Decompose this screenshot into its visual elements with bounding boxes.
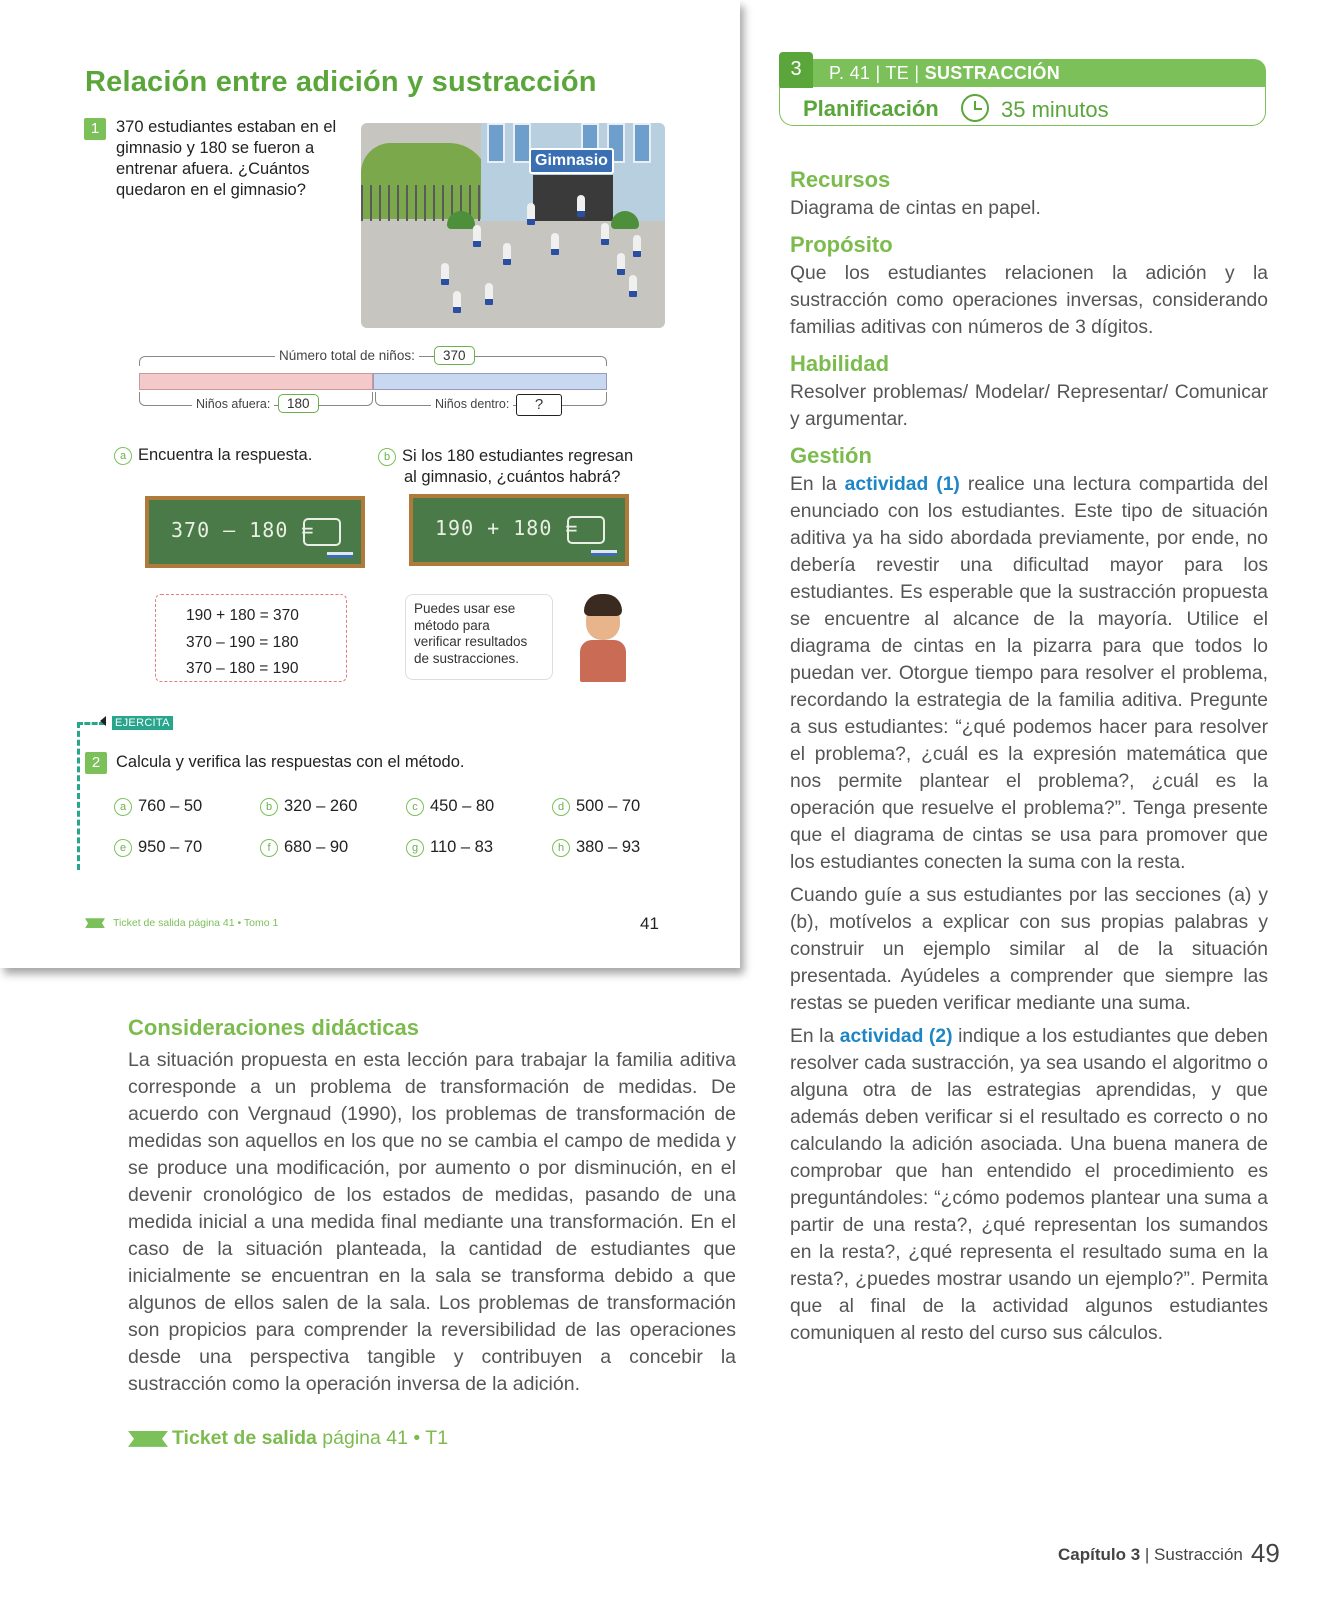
family-line: 190 + 180 = 370 xyxy=(186,607,299,624)
shirt xyxy=(580,640,626,682)
chalkboard-a xyxy=(145,496,365,568)
exercise-expression: 760 – 50 xyxy=(138,797,203,815)
teacher-guide-column xyxy=(790,157,1268,1353)
exercise-letter: c xyxy=(406,798,424,816)
plan-topic: SUSTRACCIÓN xyxy=(924,63,1060,83)
gym-door xyxy=(533,175,613,221)
chalkboard-b xyxy=(409,494,629,566)
ejercita-tag: EJERCITA xyxy=(112,716,173,730)
answer-box xyxy=(303,518,341,546)
consideraciones-heading: Consideraciones didácticas xyxy=(128,1015,419,1040)
additive-family-box xyxy=(155,594,347,682)
student-ticket-text: Ticket de salida página 41 • Tomo 1 xyxy=(113,917,279,929)
bubble-line: verificar resultados xyxy=(414,634,528,649)
problem-1-text: 370 estudiantes estaban en el gimnasio y 180 se fueron a entrenar afuera. ¿Cuántos quedaron en el gimnasio? xyxy=(116,118,337,199)
tape-total-label: Número total de niños: xyxy=(275,348,419,363)
gestion-heading: Gestión xyxy=(790,443,872,468)
student-figure xyxy=(441,263,449,285)
exercise-letter: a xyxy=(114,798,132,816)
footer-chapter: Capítulo 3 xyxy=(1058,1545,1141,1564)
exercise-expression: 500 – 70 xyxy=(576,797,641,815)
plan-page-ref: P. 41 xyxy=(829,63,871,83)
ejercita-arrow-icon xyxy=(100,716,106,726)
gestion-p3-post: indique a los estudiantes que deben resolver cada sustracción, ya sea usando el algoritmo o alguna otra de las estrategias aprendidas, y que además deben verificar si el resultado es correcto o no calculando la adición asociada. Una buena manera de comprobar que han entendido el procedimiento es preguntándoles: “¿cómo podemos plantear una suma a partir de una resta?, ¿qué representan los sumandos en la resta?, ¿qué representa el resultado suma en la resta?, ¿puedes mostrar usando un ejemplo?”. Permita que al final de la actividad algunos estudiantes comuniquen al resto del curso sus cálculos. xyxy=(790,1026,1268,1344)
exercise-g xyxy=(406,838,493,857)
exercise-expression: 950 – 70 xyxy=(138,838,203,856)
student-figure xyxy=(527,203,535,225)
exercise-expression: 450 – 80 xyxy=(430,797,495,815)
gestion-p1-pre: En la xyxy=(790,474,845,495)
clock-icon xyxy=(961,94,989,122)
question-a-text: Encuentra la respuesta. xyxy=(138,446,313,464)
family-line: 370 – 190 = 180 xyxy=(186,633,299,651)
eraser-icon xyxy=(327,552,353,558)
speech-bubble xyxy=(405,594,553,680)
problem-1-number: 1 xyxy=(84,118,106,140)
gym-illustration xyxy=(361,123,665,328)
student-figure xyxy=(601,223,609,245)
plan-separator: | xyxy=(875,63,886,83)
tape-total-value: 370 xyxy=(434,346,475,365)
chalkboard-b-expression: 190 + 180 = xyxy=(435,516,579,540)
proposito-heading: Propósito xyxy=(790,232,893,257)
lesson-title: Relación entre adición y sustracción xyxy=(85,66,597,98)
tape-inside-label: Niños dentro: xyxy=(431,397,513,411)
gestion-paragraph-2: Cuando guíe a sus estudiantes por las secciones (a) y (b), motívelos a explicar con sus propias palabras y construir un ejemplo similar al de la situación presentada. Ayúdeles a comprender que siempre las restas se pueden verificar mediante una suma. xyxy=(790,885,1268,1014)
problem-2-text: Calcula y verifica las respuestas con el método. xyxy=(116,753,465,771)
student-ticket-footer xyxy=(85,917,278,929)
gestion-p1-post: realice una lectura compartida del enunciado con los estudiantes. Este tipo de situación aditiva ya ha sido abordada previamente, por ende, no debería revestir una dificultad mayor para los estudiantes. Es esperable que la sustracción propuesta se encuentre al alcance de la mayoría. Utilice el diagrama de cintas en la pizarra para que todos lo puedan ver. Otorgue tiempo para resolver el problema, recordando la estrategia de la familia aditiva. Pregunte a sus estudiantes: “¿qué podemos hacer para resolver el problema?, ¿cuál es la expresión matemática que nos permite plantear el problema?, ¿cuál es la operación que resuelve el problema?”. Tenga presente que el diagrama de cintas se usa para promover que los estudiantes conecten la suma con la resta. xyxy=(790,474,1268,873)
student-figure xyxy=(485,283,493,305)
window xyxy=(487,123,505,163)
letter-b-circle: b xyxy=(378,448,396,466)
student-figure xyxy=(577,195,585,217)
exercise-expression: 680 – 90 xyxy=(284,838,349,856)
student-figure xyxy=(453,291,461,313)
recursos-heading: Recursos xyxy=(790,167,891,192)
tape-outside-segment xyxy=(139,373,373,390)
exercise-expression: 320 – 260 xyxy=(284,797,358,815)
plan-separator: | xyxy=(914,63,925,83)
exercise-e xyxy=(114,838,202,857)
gestion-p3-pre: En la xyxy=(790,1026,840,1047)
ticket-icon xyxy=(128,1431,168,1447)
recursos-text: Diagrama de cintas en papel. xyxy=(790,198,1041,219)
answer-box xyxy=(567,516,605,544)
ticket-label: Ticket de salida xyxy=(172,1427,317,1449)
exercise-letter: g xyxy=(406,839,424,857)
exercise-letter: e xyxy=(114,839,132,857)
student-page xyxy=(0,0,740,968)
plan-minutes: 35 minutos xyxy=(1001,97,1109,122)
letter-a-circle: a xyxy=(114,447,132,465)
student-figure xyxy=(473,225,481,247)
exercise-a xyxy=(114,797,202,816)
proposito-text: Que los estudiantes relacionen la adición y la sustracción como operaciones inversas, considerando familias aditivas con números de 3 dígitos. xyxy=(790,263,1268,338)
eraser-icon xyxy=(591,550,617,556)
problem-2-number: 2 xyxy=(85,752,107,774)
ticket-icon xyxy=(85,918,105,928)
footer-page-number: 49 xyxy=(1250,1538,1280,1568)
exercise-h xyxy=(552,838,640,857)
page-footer xyxy=(1058,1538,1280,1569)
planificacion-header xyxy=(779,52,1266,126)
student-figure xyxy=(629,275,637,297)
question-a xyxy=(114,446,312,465)
bubble-line: método para xyxy=(414,617,490,633)
gym-sign: Gimnasio xyxy=(529,148,614,174)
student-figure xyxy=(551,233,559,255)
student-page-number: 41 xyxy=(640,914,659,933)
student-figure xyxy=(633,235,641,257)
exercise-c xyxy=(406,797,494,816)
hair xyxy=(584,594,622,616)
ticket-page-ref: página 41 • T1 xyxy=(316,1427,449,1449)
gestion-paragraph-3 xyxy=(790,1023,1268,1347)
exercise-d xyxy=(552,797,640,816)
student-figure xyxy=(503,243,511,265)
bubble-line: de sustracciones. xyxy=(414,650,520,666)
plan-bar-text xyxy=(829,63,1060,84)
exercise-expression: 110 – 83 xyxy=(430,838,494,856)
exercise-letter: h xyxy=(552,839,570,857)
student-figure xyxy=(617,253,625,275)
exercise-expression: 380 – 93 xyxy=(576,838,641,856)
exercise-b xyxy=(260,797,357,816)
actividad-1-ref: actividad (1) xyxy=(844,474,960,495)
question-b xyxy=(378,446,633,488)
exercise-letter: d xyxy=(552,798,570,816)
window xyxy=(633,123,651,163)
footer-topic: Sustracción xyxy=(1154,1545,1243,1564)
actividad-2-ref: actividad (2) xyxy=(839,1026,953,1047)
exercise-f xyxy=(260,838,348,857)
plan-te: TE xyxy=(885,63,910,83)
plan-label: Planificación xyxy=(803,96,939,121)
consideraciones-text: La situación propuesta en esta lección para trabajar la familia aditiva corresponde a un problema de transformación de medidas. De acuerdo con Vergnaud (1990), los problemas de transformación de medidas son aquellos en los que no se cambia el campo de medida y se produce una modificación, por aumento o por disminución, en el devenir cronológico de los estados de medidas, pasando de una medida inicial a una medida final mediante una transformación. En el caso de la situación planteada, la cantidad de estudiantes que inicialmente se encuentran en la sala se transforma debido a que algunos de ellos salen de la sala. Los problemas de transformación son propicios para comprender la reversibilidad de las operaciones desde una perspectiva tangible y contribuyen a concebir la sustracción como la operación inversa de la adición. xyxy=(128,1049,736,1395)
tape-outside-value: 180 xyxy=(278,394,319,413)
habilidad-heading: Habilidad xyxy=(790,351,890,376)
exercise-letter: f xyxy=(260,839,278,857)
consideraciones-section xyxy=(128,1015,736,1398)
habilidad-text: Resolver problemas/ Modelar/ Representar/ Comunicar y argumentar. xyxy=(790,382,1268,430)
question-b-line1: Si los 180 estudiantes regresan xyxy=(402,447,634,465)
gestion-paragraph-1 xyxy=(790,471,1268,876)
tape-inside-value: ? xyxy=(516,394,562,416)
family-line: 370 – 180 = 190 xyxy=(186,660,299,677)
ejercita-dashed-line xyxy=(77,722,80,870)
tape-inside-segment xyxy=(373,373,607,390)
plan-number: 3 xyxy=(779,52,813,88)
exercise-letter: b xyxy=(260,798,278,816)
ticket-de-salida-line xyxy=(128,1427,448,1450)
thinking-boy-illustration xyxy=(578,594,628,686)
chalkboard-a-expression: 370 – 180 = xyxy=(171,518,315,542)
question-b-line2: al gimnasio, ¿cuántos habrá? xyxy=(404,468,621,486)
bubble-line: Puedes usar ese xyxy=(414,601,516,616)
tape-outside-label: Niños afuera: xyxy=(192,397,274,411)
footer-separator: | xyxy=(1140,1545,1155,1564)
